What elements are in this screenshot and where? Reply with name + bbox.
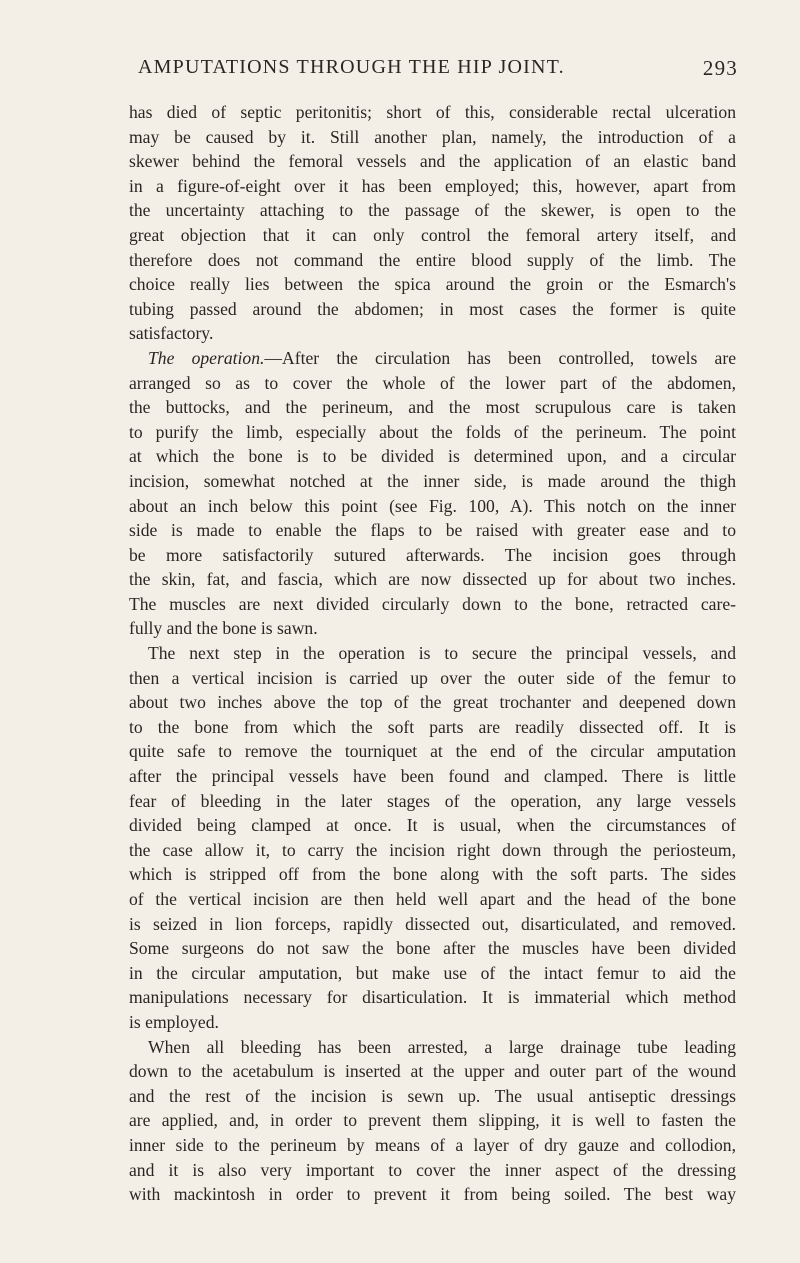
line-text: is seized in lion forceps, rapidly dissected out, disarticulated, and removed. xyxy=(129,913,736,934)
text-line xyxy=(129,125,736,150)
line-text: down to the acetabulum is inserted at the upper and outer part of the wound xyxy=(129,1061,736,1082)
line-text: be more satisfactorily sutured afterwards. The incision goes through xyxy=(129,544,736,565)
line-text: after the principal vessels have been found and clamped. There is little xyxy=(129,766,736,787)
text-line xyxy=(129,813,736,838)
text-line xyxy=(129,346,736,371)
text-line xyxy=(129,395,736,420)
text-line xyxy=(129,543,736,568)
line-text: When all bleeding has been arrested, a large drainage tube leading xyxy=(148,1036,736,1057)
text-line xyxy=(129,887,736,912)
line-text: may be caused by it. Still another plan, namely, the introduction of a xyxy=(129,126,736,147)
line-text: to purify the limb, especially about the folds of the perineum. The point xyxy=(129,421,736,442)
line-text: divided being clamped at once. It is usual, when the circumstances of xyxy=(129,815,736,836)
line-text: at which the bone is to be divided is determined upon, and a circular xyxy=(129,446,736,467)
line-text: in a figure-of-eight over it has been employed; this, however, apart from xyxy=(129,175,736,196)
line-text: the skin, fat, and fascia, which are now dissected up for about two inches. xyxy=(129,569,736,590)
line-text: of the vertical incision are then held well apart and the head of the bone xyxy=(129,889,736,909)
line-text: then a vertical incision is carried up over the outer side of the femur to xyxy=(129,667,736,688)
text-line xyxy=(129,592,736,617)
text-line xyxy=(129,961,736,986)
text-line xyxy=(129,1158,736,1183)
line-text: choice really lies between the spica around the groin or the Esmarch's xyxy=(129,274,736,295)
line-text: the buttocks, and the perineum, and the most scrupulous care is taken xyxy=(129,397,736,418)
line-text: inner side to the perineum by means of a layer of dry gauze and collodion, xyxy=(129,1134,736,1155)
line-text: manipulations necessary for disarticulation. It is immaterial which method xyxy=(129,987,736,1008)
text-line xyxy=(129,1133,736,1158)
text-line xyxy=(129,100,736,125)
line-text: great objection that it can only control the femoral artery itself, and xyxy=(129,224,736,245)
text-line xyxy=(129,838,736,863)
line-text: The muscles are next divided circularly down to the bone, retracted care- xyxy=(129,593,736,614)
line-text: incision, somewhat notched at the inner side, is made around the thigh xyxy=(129,470,736,491)
line-text: skewer behind the femoral vessels and the application of an elastic band xyxy=(129,151,736,172)
text-line xyxy=(129,1182,736,1207)
line-text: has died of septic peritonitis; short of this, considerable rectal ulceration xyxy=(129,102,736,122)
line-text: fear of bleeding in the later stages of the operation, any large vessels xyxy=(129,790,736,811)
line-text: about an inch below this point (see Fig. 100, A). This notch on the inner xyxy=(129,495,736,516)
line-text: arranged so as to cover the whole of the lower part of the abdomen, xyxy=(129,372,736,393)
text-line xyxy=(129,616,736,641)
text-line xyxy=(129,371,736,396)
line-text: tubing passed around the abdomen; in most cases the former is quite xyxy=(129,298,736,319)
line-text: to the bone from which the soft parts are readily dissected off. It is xyxy=(129,716,736,737)
line-text: side is made to enable the flaps to be raised with greater ease and to xyxy=(129,520,736,541)
body-text xyxy=(129,100,736,1207)
line-text: fully and the bone is sawn. xyxy=(129,618,318,639)
line-text: and the rest of the incision is sewn up. The usual antiseptic dressings xyxy=(129,1085,736,1106)
text-line xyxy=(129,739,736,764)
line-text: and it is also very important to cover the inner aspect of the dressing xyxy=(129,1159,736,1180)
text-line xyxy=(129,420,736,445)
line-text: the uncertainty attaching to the passage of the skewer, is open to the xyxy=(129,200,736,221)
text-line xyxy=(129,174,736,199)
text-line xyxy=(129,666,736,691)
text-line xyxy=(129,1059,736,1084)
page-number: 293 xyxy=(702,56,738,80)
line-text: is employed. xyxy=(129,1011,219,1032)
line-text: are applied, and, in order to prevent them slipping, it is well to fasten the xyxy=(129,1110,736,1131)
text-line xyxy=(129,1010,736,1035)
text-line xyxy=(129,223,736,248)
text-line xyxy=(129,469,736,494)
text-line xyxy=(129,715,736,740)
text-line xyxy=(129,272,736,297)
line-text: the case allow it, to carry the incision right down through the periosteum, xyxy=(129,839,736,860)
line-text: quite safe to remove the tourniquet at the end of the circular amputation xyxy=(129,741,736,762)
text-line xyxy=(129,494,736,519)
text-line xyxy=(129,1108,736,1133)
text-line xyxy=(129,444,736,469)
line-text: The next step in the operation is to secure the principal vessels, and xyxy=(148,643,736,664)
text-line xyxy=(129,198,736,223)
text-line xyxy=(129,936,736,961)
line-text: satisfactory. xyxy=(129,323,214,344)
line-text: about two inches above the top of the great trochanter and deepened down xyxy=(129,692,736,713)
running-title: AMPUTATIONS THROUGH THE HIP JOINT. xyxy=(138,56,565,78)
text-line xyxy=(129,1035,736,1060)
text-line xyxy=(129,985,736,1010)
text-line xyxy=(129,764,736,789)
line-text: Some surgeons do not saw the bone after the muscles have been divided xyxy=(129,938,736,959)
text-line xyxy=(129,1084,736,1109)
text-line xyxy=(129,641,736,666)
text-line xyxy=(129,149,736,174)
text-line xyxy=(129,518,736,543)
text-line xyxy=(129,248,736,273)
text-line xyxy=(129,862,736,887)
line-text: therefore does not command the entire blood supply of the limb. The xyxy=(129,249,736,270)
line-text: with mackintosh in order to prevent it from being soiled. The best way xyxy=(129,1184,736,1205)
section-heading: The operation. xyxy=(148,347,265,368)
line-text: in the circular amputation, but make use of the intact femur to aid the xyxy=(129,962,736,983)
line-text: which is stripped off from the bone along with the soft parts. The sides xyxy=(129,864,736,885)
text-line xyxy=(129,690,736,715)
text-line xyxy=(129,321,736,346)
text-line xyxy=(129,297,736,322)
text-line xyxy=(129,789,736,814)
line-text: —After the circulation has been controlled, towels are xyxy=(264,347,736,368)
text-line xyxy=(129,912,736,937)
text-line xyxy=(129,567,736,592)
